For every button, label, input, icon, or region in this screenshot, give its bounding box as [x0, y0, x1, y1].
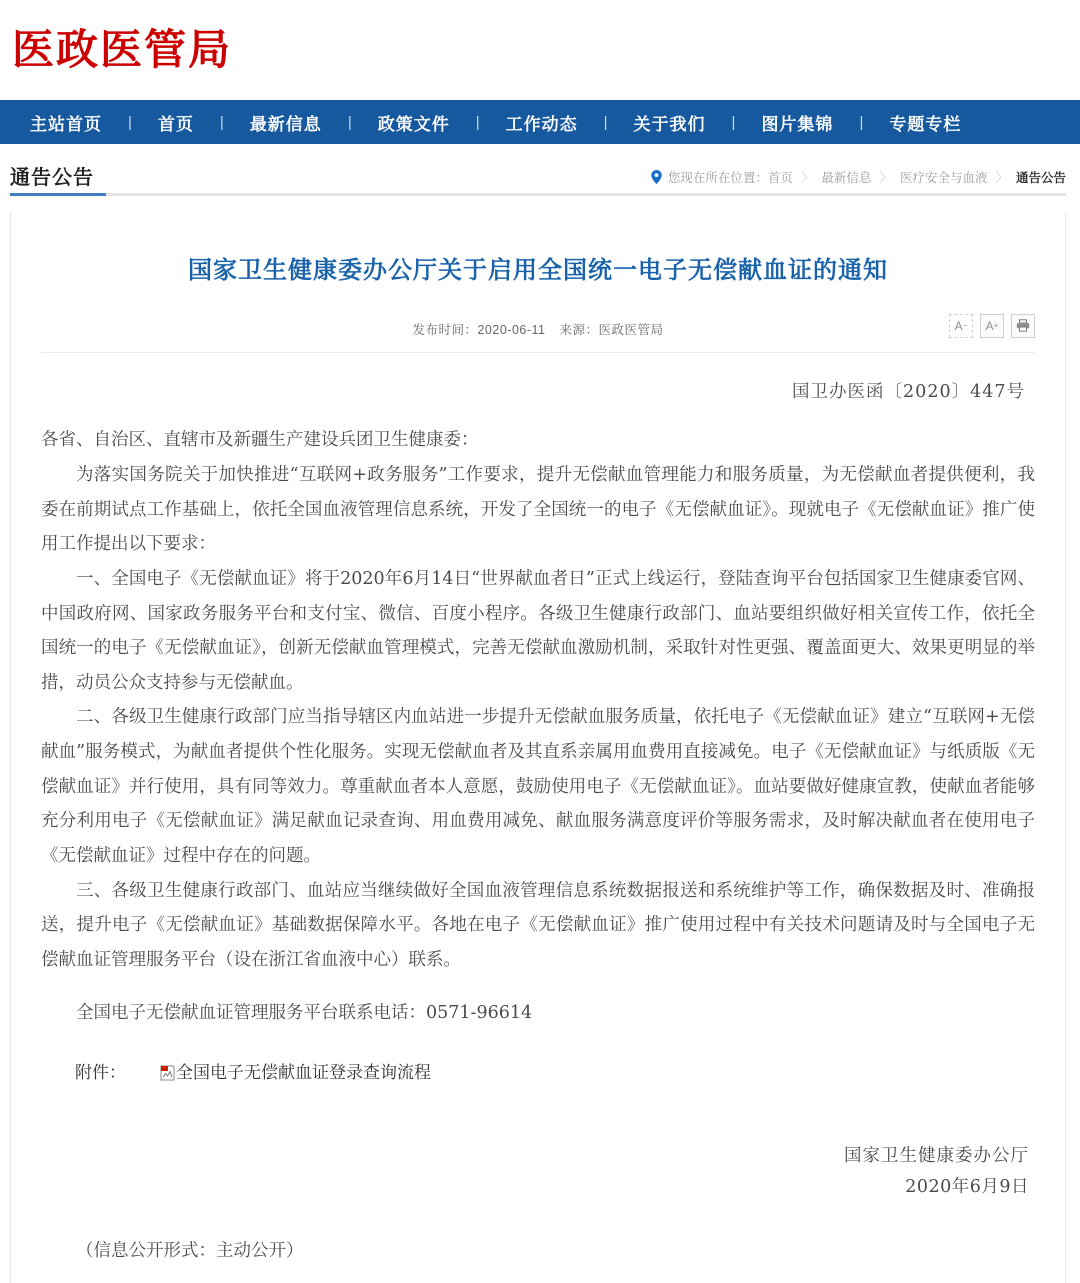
contact-phone-line: 全国电子无偿献血证管理服务平台联系电话：0571-96614: [76, 1002, 533, 1023]
attachment-link[interactable]: [126, 1063, 431, 1082]
breadcrumb-underline: [10, 193, 1066, 196]
signature-block: [41, 1093, 1035, 1204]
attachment-name: 全国电子无偿献血证登录查询流程: [176, 1063, 431, 1083]
article-tools: [949, 314, 1035, 338]
signature-organization: 国家卫生健康委办公厅: [844, 1145, 1029, 1166]
nav-item-latest-news[interactable]: 最新信息: [249, 114, 322, 134]
nav-separator: |: [219, 113, 224, 131]
document-body: [41, 353, 1035, 1269]
breadcrumb-arrow-icon: 〉: [995, 171, 1008, 185]
article-title: 国家卫生健康委办公厅关于启用全国统一电子无偿献血证的通知: [188, 257, 888, 285]
breadcrumb-item-home[interactable]: 首页: [767, 171, 793, 185]
attachment-row: [41, 1030, 1035, 1093]
breadcrumb: [651, 168, 1066, 196]
document-file-icon: [126, 1059, 175, 1093]
attachment-label: 附件：: [75, 1063, 126, 1083]
paragraph-item-3: 三、各级卫生健康行政部门、血站应当继续做好全国血液管理信息系统数据报送和系统维护等工作，确保数据及时、准确报送，提升电子《无偿献血证》基础数据保障水平。各地在电子《无偿献血证》推广使用过程中有关技术问题请及时与全国电子无偿献血证管理服务平台（设在浙江省血液中心）联系。: [41, 880, 1035, 970]
nav-separator: |: [128, 113, 132, 131]
print-icon: [1016, 319, 1030, 332]
main-navigation: [0, 100, 1080, 144]
nav-separator: |: [731, 113, 736, 131]
font-increase-button[interactable]: A +: [980, 314, 1004, 338]
publish-time-value: 2020-06-11: [477, 322, 546, 337]
nav-item-about-us[interactable]: 关于我们: [633, 114, 706, 134]
salutation: 各省、自治区、直辖市及新疆生产建设兵团卫生健康委：: [41, 430, 479, 451]
paragraph-intro: 为落实国务院关于加快推进“互联网+政务服务”工作要求，提升无偿献血管理能力和服务质量，为无偿献血者提供便利，我委在前期试点工作基础上，依托全国血液管理信息系统，开发了全国统一的电子《无偿献血证》。现就电子《无偿献血证》推广使用工作提出以下要求：: [41, 464, 1035, 555]
nav-separator: |: [603, 113, 608, 131]
nav-item-work-updates[interactable]: 工作动态: [505, 114, 578, 134]
paragraph-item-2: 二、各级卫生健康行政部门应当指导辖区内血站进一步提升无偿献血服务质量，依托电子《无偿献血证》建立“互联网+无偿献血”服务模式，为献血者提供个性化服务。实现无偿献血者及其直系亲属用血费用直接减免。电子《无偿献血证》与纸质版《无偿献血证》并行使用，具有同等效力。尊重献血者本人意愿，鼓励使用电子《无偿献血证》。血站要做好健康宣教，使献血者能够充分利用电子《无偿献血证》满足献血记录查询、用血费用减免、献血服务满意度评价等服务需求，及时解决献血者在使用电子《无偿献血证》过程中存在的问题。: [41, 707, 1035, 866]
print-button[interactable]: [1011, 314, 1035, 338]
paragraph-item-1: 一、全国电子《无偿献血证》将于2020年6月14日“世界献血者日”正式上线运行，登陆查询平台包括国家卫生健康委官网、中国政府网、国家政务服务平台和支付宝、微信、百度小程序。各级卫生健康行政部门、血站要组织做好相关宣传工作，依托全国统一的电子《无偿献血证》，创新无偿献血管理模式，完善无偿献血激励机制，采取针对性更强、覆盖面更大、效果更明显的举措，动员公众支持参与无偿献血。: [41, 568, 1035, 693]
breadcrumb-item-medical-safety-blood[interactable]: 医疗安全与血液: [899, 171, 988, 185]
disclosure-note: （信息公开形式：主动公开）: [76, 1240, 304, 1261]
breadcrumb-item-latest-news[interactable]: 最新信息: [821, 171, 872, 185]
article-meta: [412, 320, 663, 338]
site-logo[interactable]: 医政医管局: [12, 25, 233, 74]
source-value: 医政医管局: [598, 322, 664, 337]
nav-item-special-topics[interactable]: 专题专栏: [889, 114, 962, 134]
site-header: [0, 0, 1080, 100]
nav-separator: |: [475, 113, 480, 131]
article-meta-row: [41, 314, 1035, 344]
breadcrumb-current: 通告公告: [1015, 171, 1066, 185]
nav-separator: |: [859, 113, 864, 131]
signature-date: 2020年6月9日: [905, 1177, 1029, 1198]
nav-item-photo-gallery[interactable]: 图片集锦: [761, 114, 834, 134]
font-decrease-button[interactable]: A −: [949, 314, 973, 338]
nav-item-main-home[interactable]: 主站首页: [30, 114, 102, 134]
source-label: 来源：: [559, 322, 599, 337]
breadcrumb-arrow-icon: 〉: [879, 171, 892, 185]
breadcrumb-label: 您现在所在位置：: [667, 171, 768, 185]
article-container: [10, 212, 1066, 1283]
nav-item-policy-docs[interactable]: 政策文件: [377, 114, 450, 134]
document-number: 国卫办医函〔2020〕447号: [792, 381, 1025, 402]
publish-time-label: 发布时间：: [412, 322, 478, 337]
nav-item-home[interactable]: 首页: [157, 114, 194, 134]
nav-separator: |: [347, 113, 352, 131]
page-title: 通告公告: [10, 167, 94, 189]
location-pin-icon: [651, 170, 662, 184]
breadcrumb-strip: [0, 144, 1080, 196]
breadcrumb-arrow-icon: 〉: [800, 171, 814, 185]
